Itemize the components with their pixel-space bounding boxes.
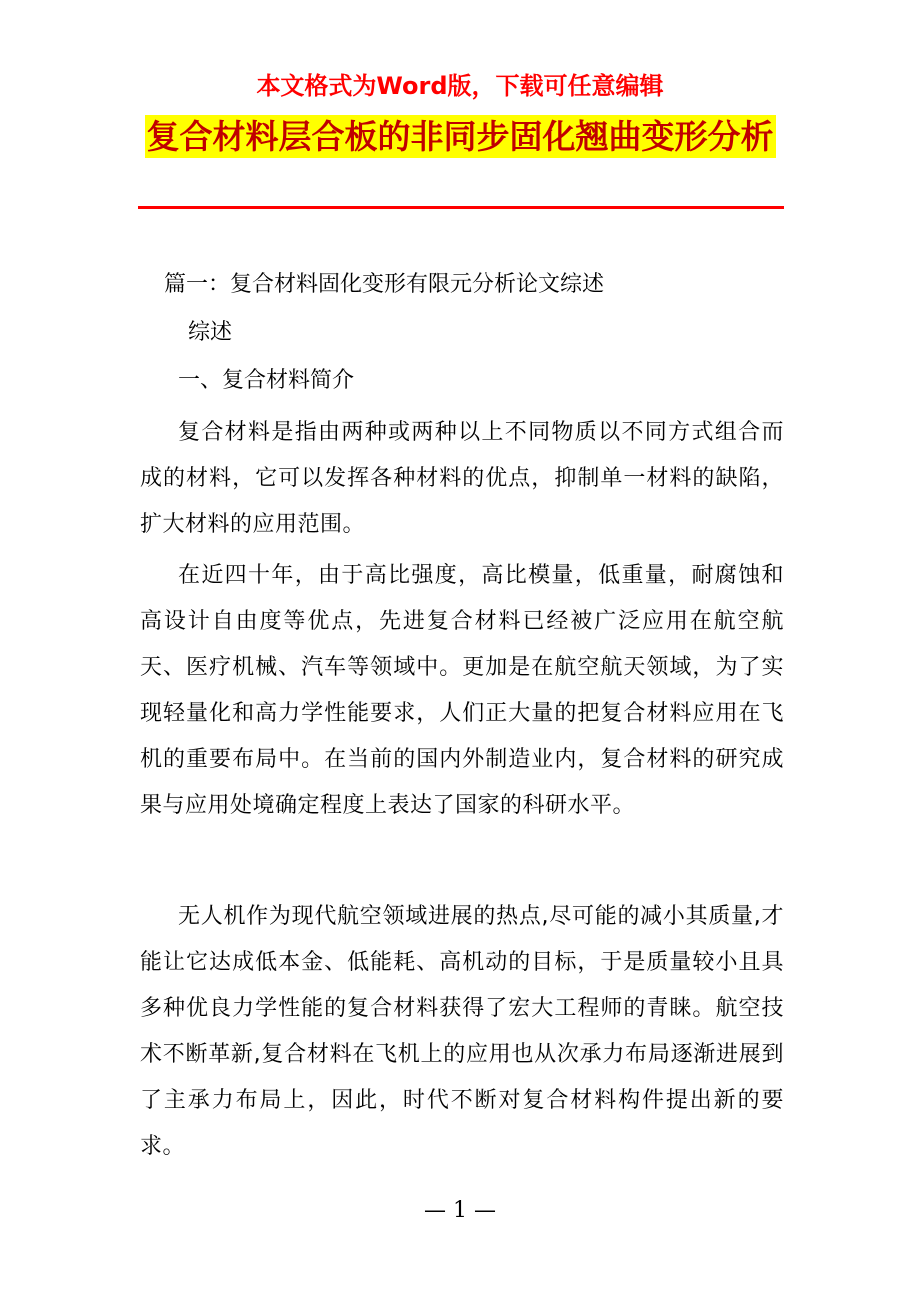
- section-one-heading: 一、复合材料简介: [178, 368, 355, 393]
- page-number: — 1 —: [424, 1198, 496, 1223]
- format-notice: 本文格式为Word版，下载可任意编辑: [256, 72, 664, 100]
- paragraph-3: 无人机作为现代航空领域进展的热点,尽可能的减小其质量,才能让它达成低本金、低能耗、高机动的目标，于是质量较小且具多种优良力学性能的复合材料获得了宏大工程师的青睐。航空技术不断革新,复合材料在飞机上的应用也从次承力布局逐渐进展到了主承力布局上，因此，时代不断对复合材料构件提出新的要求。: [140, 904, 784, 1159]
- document-title: [138, 112, 782, 162]
- paragraph-2: 在近四十年，由于高比强度，高比模量，低重量，耐腐蚀和高设计自由度等优点，先进复合材料已经被广泛应用在航空航天、医疗机械、汽车等领域中。更加是在航空航天领域，为了实现轻量化和高力学性能要求，人们正大量的把复合材料应用在飞机的重要布局中。在当前的国内外制造业内，复合材料的研究成果与应用处境确定程度上表达了国家的科研水平。: [140, 563, 784, 818]
- section-heading: 篇一：复合材料固化变形有限元分析论文综述: [164, 272, 605, 297]
- title-divider: [138, 206, 784, 209]
- document-title-text: 复合材料层合板的非同步固化翘曲变形分析: [146, 117, 774, 156]
- paragraph-1: 复合材料是指由两种或两种以上不同物质以不同方式组合而成的材料，它可以发挥各种材料的优点，抑制单一材料的缺陷，扩大材料的应用范围。: [140, 420, 784, 537]
- subheading: 综述: [188, 320, 233, 345]
